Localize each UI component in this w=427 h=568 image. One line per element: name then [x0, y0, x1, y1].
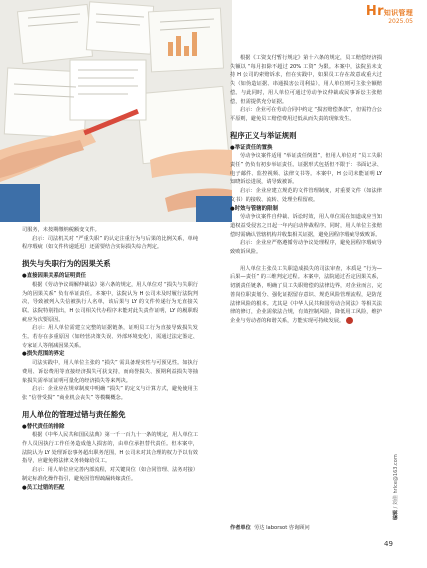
paragraph: 司服务，未按期缴纳税额变文件。	[22, 227, 100, 233]
subsection-heading: ●损失范围的界定	[22, 351, 65, 358]
paragraph: 启示：企业应建立规范的文件管理制度，对重要文件（如法律文书）的接收、流转、处理全程留痕。	[230, 188, 382, 203]
subsection-heading: ●员工过错的匹配	[22, 484, 65, 491]
left-column	[22, 226, 198, 492]
subsection-heading: ●时效与管辖的限制	[230, 205, 278, 212]
illustration-contract-signing	[0, 0, 232, 222]
hands-documents-image	[0, 0, 232, 222]
paragraph: 司法实践中，用人单位主张的 “损失” 需具备现实性与可预见性。如执行费用、诉讼费用等直接经济损失可获支持，而商誉损失、预期利益损失等抽象损失需举证证明可量化的经济损失等来判决。	[22, 360, 198, 384]
paragraph: 根据《劳动争议调解仲裁法》第六条的规定，用人单位对 “损失与失职行为的因果关系” 负有举证责任。本案中，法院认为 H 公司未及时履行法院判决，导致被列入失信被执行人名单，该后果与 LY 的文件传递行为无直接关联。法院特别指出，H 公司相关代办程序未能对此失责作证明，LY 的履职瑕疵应为次要原因。	[22, 281, 198, 323]
section-heading: 用人单位的管理过错与责任豁免	[22, 409, 126, 419]
editor-tag: 编辑 / 刘佳 hrlce@163.com	[393, 454, 399, 520]
paragraph: 启示：用人单位应完善内部流程，对关键岗位（如合同管理、法务对接）制定标准化操作指引，避免因管理疏漏转嫁责任。	[22, 467, 199, 482]
paragraph: 根据《中华人民共和国民法典》第一千一百九十一条的规定，用人单位工作人员因执行工作任务造成他人损害的，由单位承担替代责任。但本案中，法院认为 LY 处理诉讼事务超出职务范围，H 公司未对其合理的权力予以有效指导，应避免将法律义务转嫁给员工。	[22, 432, 199, 465]
paragraph: 启示：企业可在劳动合同中约定 “损害赔偿条款”，但需符合公平原则，避免员工赔偿费用过低从而失责的现象发生。	[230, 107, 382, 122]
subsection-heading: ●举证责任的置换	[230, 144, 273, 151]
paragraph: 根据《工资支付暂行规定》第十六条的规定，员工赔偿经济损失额以 “每月扣除不超过 20% 工资” 为限。本案中，法院虽未支持 H 公司的索赔诉求，但在实践中，如果员工存在故意或重大过失（如伪造证据、串通损害公司利益），用人单位则可主张全额赔偿。与此同时，用人单位可通过劳动争议仲裁或民事诉讼主张赔偿，但需提供充分证据。	[230, 55, 382, 105]
author-credit: 作者单位 劳达 laborsot 咨询顾问	[230, 525, 310, 531]
magazine-masthead	[366, 4, 413, 25]
paragraph: 启示：司法机关对 “严重失职” 的认定注重行为与后果的比例关系，单纯程序瑕疵（如文件传递延迟）还需要结合实际损失综合判定。	[22, 235, 198, 251]
paragraph: 劳动争议案件适用 “举证责任倒置”，但用人单位对 “员工失职责任” 仍负有初步举证责任。证据形式包括但不限于：书面记录、电子邮件、监控视频、法律文书等。本案中，H 公司未能证明 LY 知晓诉讼进展，请导致被诉。	[230, 153, 382, 186]
paragraph: 劳动争议案件自仲裁、诉讼时效，用人单位需在知道或应当知道权益受侵害之日起一年内启动仲裁程序。同时，用人单位主张赔偿时需确认管辖机构并收集相关证据，避免因程序瑕疵导致败诉。	[230, 214, 382, 238]
page-number: 49	[384, 540, 393, 548]
subsection-heading: ●直接因果关系的证明责任	[22, 273, 87, 280]
end-mark-icon	[346, 317, 353, 324]
paragraph: 启示：企业应严格遵循劳动争议处理程序，避免因程序瑕疵导致败诉风险。	[230, 240, 382, 256]
subsection-heading: ●替代责任的排除	[22, 423, 65, 430]
section-heading: 程序正义与举证规则	[230, 130, 297, 140]
issue-date: 2025.05	[388, 18, 413, 25]
section-heading: 损失与失职行为的因果关系	[22, 259, 111, 269]
paragraph: 启示：企业应在规章制度中明确 “损失” 的定义与计算方式，避免使用主张 “信誉受损” “商业机会丧失” 等模糊概念。	[22, 386, 198, 401]
paragraph: 启示：用人单位需建立完整的证据链条，证明员工行为直接导致损失发生。若存在多重原因（如经营决策失误、外部环境变化），需通过法定鉴定、专家证人等削减因果关系。	[22, 325, 198, 349]
brand-logo: Hr知识管理	[365, 4, 413, 19]
right-column	[230, 54, 382, 326]
paragraph: 用人单位主张员工失职造成损失的司法审查，本质是 “行为—后果—责任” 的三维判定过程。本案中，法院通过否定因果关系，切割责任链条，明确了员工失职赔偿的法律边界，对企业而言，完善岗位职责划分、强化证据留存意识、规范风险管理流程，是防范法律风险的根本。尤其是《中华人民共和国劳动合同法》等相关法律的修订，企业需依法合规，有效控制风险，降低用工风险，维护企业与劳动者的和谐关系，方能实现可持续发展。	[230, 265, 382, 324]
